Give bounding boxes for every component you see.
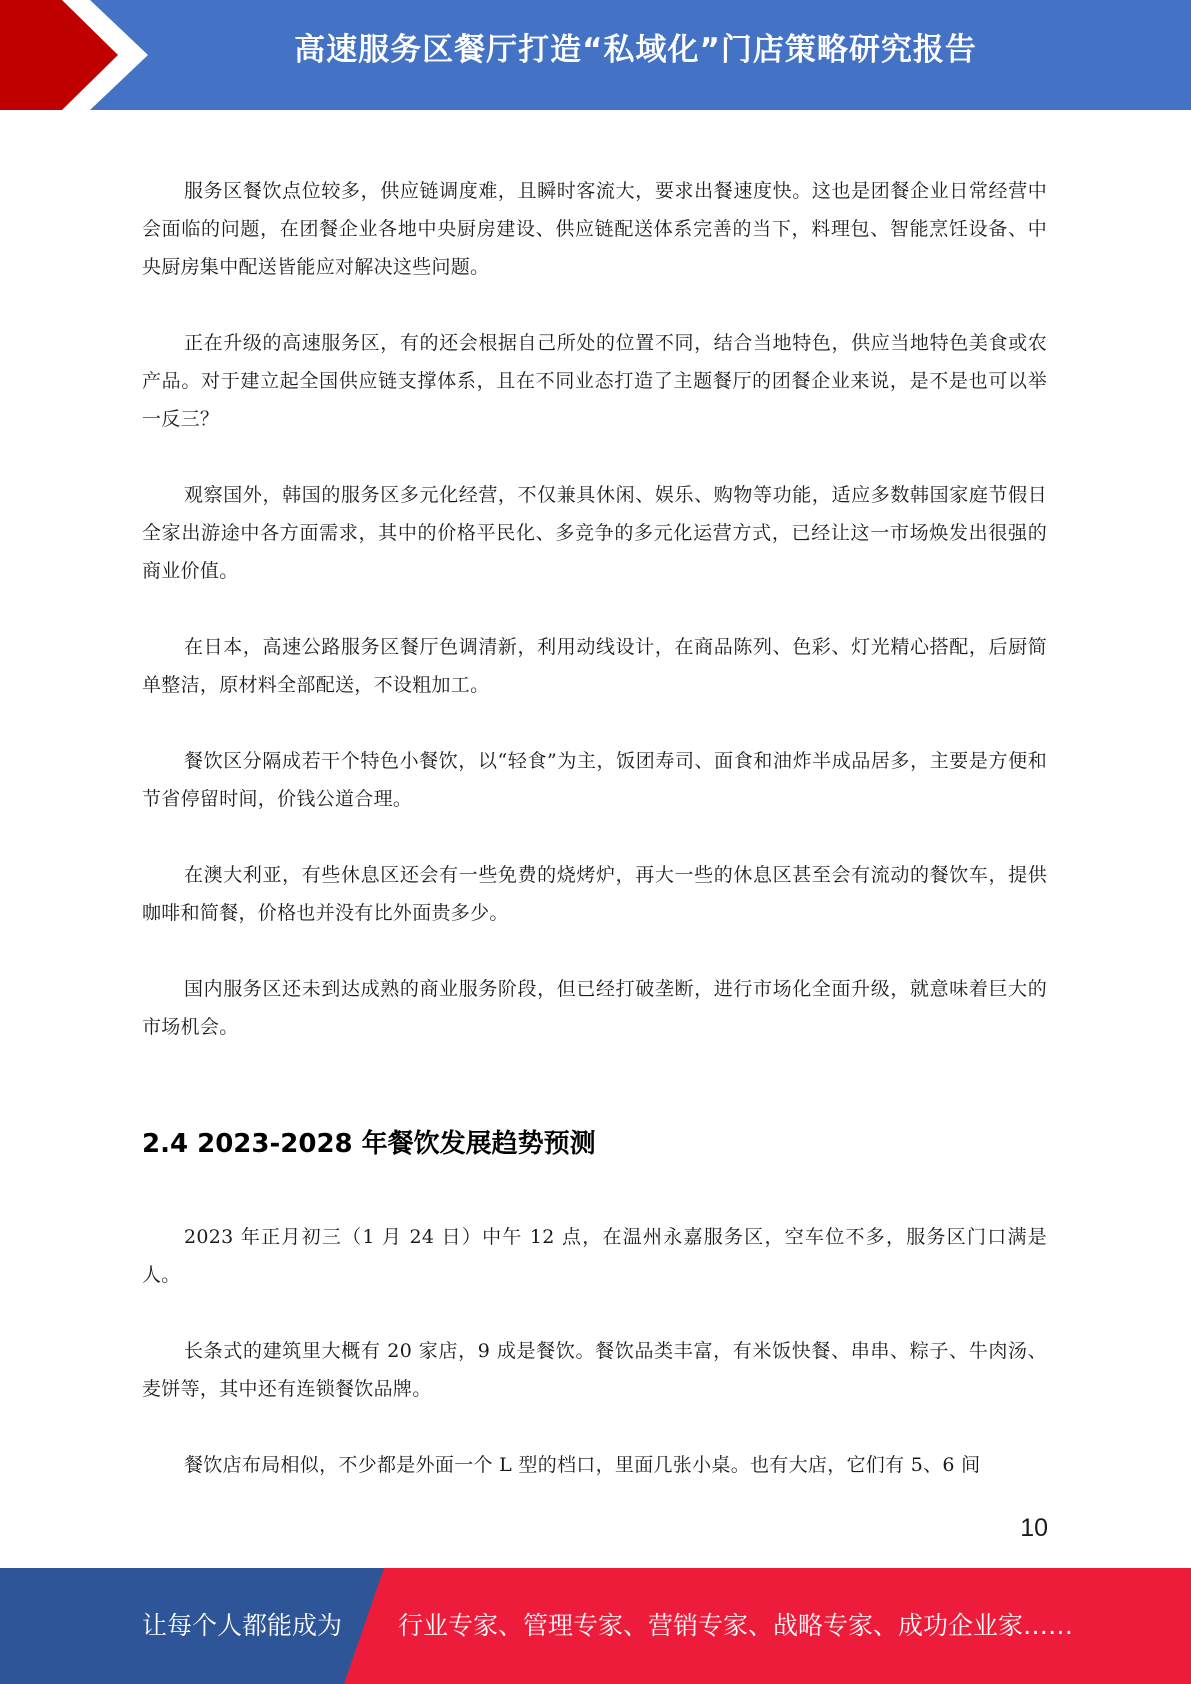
page-header [0,0,1191,110]
footer-slogan-lead: 让每个人都能成为 [142,1611,343,1640]
page-footer [0,1568,1191,1684]
paragraph: 国内服务区还未到达成熟的商业服务阶段，但已经打破垄断，进行市场化全面升级，就意味着巨大的市场机会。 [142,978,1047,1038]
paragraph: 在日本，高速公路服务区餐厅色调清新，利用动线设计，在商品陈列、色彩、灯光精心搭配，后厨简单整洁，原材料全部配送，不设粗加工。 [142,636,1047,696]
paragraph: 餐饮店布局相似，不少都是外面一个 L 型的档口，里面几张小桌。也有大店，它们有 5、6 间 [184,1454,981,1476]
paragraph: 正在升级的高速服务区，有的还会根据自己所处的位置不同，结合当地特色，供应当地特色美食或农产品。对于建立起全国供应链支撑体系，且在不同业态打造了主题餐厅的团餐企业来说，是不是也可以举一反三？ [142,332,1047,430]
report-title: 高速服务区餐厅打造“私域化”门店策略研究报告 [294,32,977,68]
paragraph: 观察国外，韩国的服务区多元化经营，不仅兼具休闲、娱乐、购物等功能，适应多数韩国家庭节假日全家出游途中各方面需求，其中的价格平民化、多竞争的多元化运营方式，已经让这一市场焕发出很强的商业价值。 [142,484,1047,582]
document-body [142,172,1047,1522]
paragraph: 服务区餐饮点位较多，供应链调度难，且瞬时客流大，要求出餐速度快。这也是团餐企业日常经营中会面临的问题，在团餐企业各地中央厨房建设、供应链配送体系完善的当下，料理包、智能烹饪设备、中央厨房集中配送皆能应对解决这些问题。 [142,180,1047,278]
paragraph: 在澳大利亚，有些休息区还会有一些免费的烧烤炉，再大一些的休息区甚至会有流动的餐饮车，提供咖啡和简餐，价格也并没有比外面贵多少。 [142,864,1047,924]
section-heading: 2.4 2023-2028 年餐饮发展趋势预测 [142,1129,596,1159]
page-number: 10 [1020,1514,1048,1542]
paragraph: 餐饮区分隔成若干个特色小餐饮，以“轻食”为主，饭团寿司、面食和油炸半成品居多，主要是方便和节省停留时间，价钱公道合理。 [142,750,1047,810]
footer-slogan-list: 行业专家、管理专家、营销专家、战略专家、成功企业家…… [398,1611,1074,1640]
paragraph: 长条式的建筑里大概有 20 家店，9 成是餐饮。餐饮品类丰富，有米饭快餐、串串、粽子、牛肉汤、麦饼等，其中还有连锁餐饮品牌。 [142,1340,1047,1400]
paragraph: 2023 年正月初三（1 月 24 日）中午 12 点，在温州永嘉服务区，空车位不多，服务区门口满是人。 [142,1226,1047,1286]
